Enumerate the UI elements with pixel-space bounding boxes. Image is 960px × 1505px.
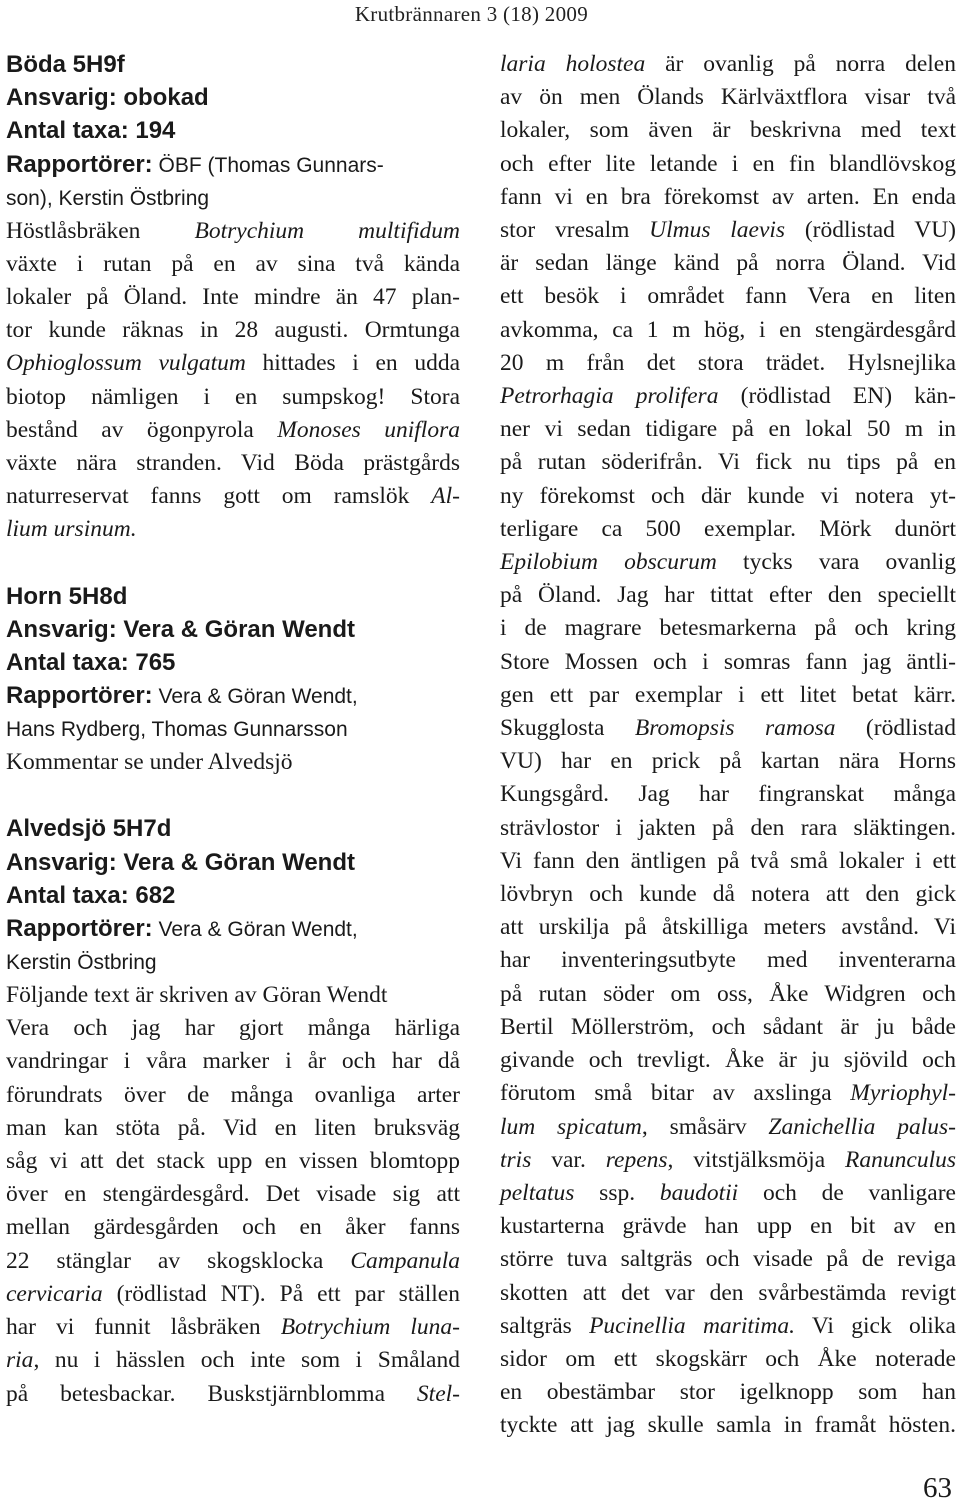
text-line: ny förekomst och där kunde vi notera yt- — [500, 482, 956, 509]
horn-ansvarig: Ansvarig: Vera & Göran Wendt — [6, 615, 355, 643]
text-line — [500, 1077, 956, 1110]
species-name: Stel- — [416, 1380, 460, 1407]
species-name: Ranunculus — [845, 1146, 956, 1173]
species-name: Petrorhagia prolifera — [500, 383, 719, 410]
text-line: Vi fann den äntligen på två små lokaler i ett — [500, 847, 956, 874]
text-line: avkomma, ca 1 m hög, i en stengärdesgård — [500, 316, 956, 343]
text-line: tor kunde räknas in 28 augusti. Ormtunga — [6, 317, 460, 344]
text-line: i de magrare betesmarkerna på och kring — [500, 615, 956, 642]
species-name: Campanula — [350, 1247, 460, 1274]
text-line — [500, 546, 956, 579]
text-line — [500, 380, 956, 413]
text-line: strävlostor i jakten på den rara släktingen. — [500, 814, 956, 841]
text-run: , vitstjälksmöja — [667, 1146, 846, 1173]
text-line — [6, 513, 460, 546]
section-gap — [6, 547, 460, 580]
text-run: på betesbackar. Buskstjärnblomma — [6, 1380, 417, 1407]
species-name: lium ursinum. — [6, 516, 137, 543]
text-run: Höstlåsbräken — [6, 217, 195, 244]
boda-rapportorer — [6, 148, 460, 182]
species-name: Botrychium multifidum — [194, 217, 461, 244]
text-run: (rödlistad VU) — [785, 217, 956, 244]
text-line: såg vi att det stack upp en vissen blomtopp — [6, 1148, 460, 1175]
species-name: baudotii — [659, 1179, 739, 1206]
text-line: på rutan söder om oss, Åke Widgren och — [500, 980, 956, 1007]
text-line: av ön men Ölands Kärlväxtflora visar två — [500, 84, 956, 111]
text-run: bestånd av ögonpyrola — [6, 416, 278, 443]
text-line: sidor om ett skogskärr och Åke noterade — [500, 1345, 956, 1372]
text-line: mellan gärdesgården och en åker fanns — [6, 1214, 460, 1241]
species-name: Ophioglossum vulgatum — [6, 350, 246, 377]
species-name: Ulmus laevis — [649, 217, 786, 244]
running-header: Krutbrännaren 3 (18) 2009 — [354, 2, 588, 26]
text-line — [500, 1177, 956, 1210]
text-line — [6, 1378, 460, 1411]
horn-rapportorer-cont: Hans Rydberg, Thomas Gunnarsson — [6, 718, 348, 742]
text-line: vandringar i våra marker i år och har då — [6, 1048, 460, 1075]
species-name: Epilobium obscurum — [500, 549, 717, 576]
text-run: var. — [531, 1146, 606, 1173]
text-line: har inventeringsutbyte med inventerarna — [500, 947, 956, 974]
alvedsjo-ansvarig: Ansvarig: Vera & Göran Wendt — [6, 848, 355, 876]
text-line: skotten att det var den svårbestämda revigt — [500, 1279, 956, 1306]
text-line: ett besök i området fann Vera en liten — [500, 283, 956, 310]
text-line — [500, 1111, 956, 1144]
horn-rapportorer — [6, 679, 460, 713]
alvedsjo-antal-taxa: Antal taxa: 682 — [6, 881, 176, 909]
text-line: över en stengärdesgård. Det visade sig att — [6, 1181, 460, 1208]
species-name: Pucinellia maritima. — [589, 1312, 795, 1339]
text-line: och efter lite letande i en fin blandlövskog — [500, 150, 956, 177]
boda-ansvarig: Ansvarig: obokad — [6, 84, 209, 112]
text-line: lövbryn och kunde då notera att den gick — [500, 881, 956, 908]
text-line — [500, 712, 956, 745]
text-run: , nu i hässlen och inte som i Småland — [33, 1347, 460, 1374]
text-run: (rödlistad EN) kän- — [718, 383, 956, 410]
alvedsjo-rapportorer — [6, 912, 460, 946]
text-line — [6, 347, 460, 380]
text-run: Skugglosta — [500, 715, 635, 742]
species-name: Bromopsis ramosa — [634, 715, 836, 742]
rapportorer-label: Rapportörer: — [6, 915, 153, 943]
text-line — [6, 1344, 460, 1377]
text-line: 20 m från det stora trädet. Hylsnejlika — [500, 349, 956, 376]
species-name: Al- — [431, 483, 460, 510]
text-run: 22 stänglar av skogsklocka — [6, 1247, 351, 1274]
text-line: växte i rutan på en av sina två kända — [6, 250, 460, 277]
section-gap — [6, 779, 460, 812]
text-line — [6, 1245, 460, 1278]
boda-rapportorer-cont: son), Kerstin Östbring — [6, 186, 210, 210]
text-run: naturreservat fanns gott om ramslök — [6, 483, 432, 510]
text-line: en obestämbar stor igelknopp som han — [500, 1379, 956, 1406]
species-name: Zanichellia palus- — [768, 1113, 956, 1140]
text-run: , småsärv — [641, 1113, 769, 1140]
text-line: förundrats över de många ovanliga arter — [6, 1081, 460, 1108]
text-line — [6, 480, 460, 513]
text-run: tycks vara ovanlig — [716, 549, 957, 576]
species-name: lum spicatum — [500, 1113, 642, 1140]
text-line: att urskilja på åtskilliga meters avstånd. Vi — [500, 914, 956, 941]
rapportorer-names: Vera & Göran Wendt, — [152, 685, 358, 709]
right-column — [500, 48, 956, 1443]
text-line: Store Mossen och i somras fann jag äntli- — [500, 648, 956, 675]
rapportorer-label: Rapportörer: — [6, 150, 153, 178]
alvedsjo-intro: Följande text är skriven av Göran Wendt — [6, 982, 388, 1009]
boda-antal-taxa: Antal taxa: 194 — [6, 117, 176, 145]
text-line — [500, 48, 956, 81]
text-run: är ovanlig på norra delen — [645, 51, 956, 77]
text-line: gen ett par exemplar i ett litet betat kärr. — [500, 681, 956, 708]
text-line: större tuva saltgräs och visade på de reviga — [500, 1246, 956, 1273]
text-run: stor vresalm — [500, 217, 650, 244]
species-name: peltatus — [500, 1179, 575, 1206]
text-line: är sedan länge känd på norra Öland. Vid — [500, 250, 956, 277]
section-title-boda: Böda 5H9f — [6, 51, 125, 78]
section-title-horn: Horn 5H8d — [6, 582, 128, 610]
text-run: Vi gick olika — [795, 1312, 956, 1339]
text-run: förutom små bitar av axslinga — [500, 1080, 851, 1107]
text-run: och de vanligare — [738, 1179, 956, 1206]
species-name: laria holostea — [500, 51, 646, 77]
species-name: tris — [500, 1146, 532, 1173]
text-line — [6, 1311, 460, 1344]
text-line: på rutan söderifrån. Vi fick nu tips på en — [500, 449, 956, 476]
text-run: saltgräs — [500, 1312, 590, 1339]
page-number: 63 — [923, 1472, 952, 1504]
text-line: lokaler, som även är beskrivna med text — [500, 117, 956, 144]
text-line: kustarterna grävde han upp en bit av en — [500, 1213, 956, 1240]
horn-kommentar: Kommentar se under Alvedsjö — [6, 749, 293, 776]
text-line — [500, 1144, 956, 1177]
text-line — [500, 1310, 956, 1343]
species-name: Botrychium luna- — [280, 1314, 460, 1341]
text-run: hittades i en udda — [245, 350, 461, 377]
rapportorer-label: Rapportörer: — [6, 682, 153, 710]
text-line: Kungsgård. Jag har fingranskat många — [500, 781, 956, 808]
text-line: givande och trevligt. Åke är ju sjövild och — [500, 1047, 956, 1074]
text-line: lokaler på Öland. Inte mindre än 47 plan- — [6, 284, 460, 311]
text-line: Bertil Möllerström, och sådant är ju både — [500, 1013, 956, 1040]
text-line: fann vi en bra förekomst av arten. En enda — [500, 183, 956, 210]
text-run: ssp. — [574, 1179, 660, 1206]
text-line: på Öland. Jag har tittat efter den speciellt — [500, 582, 956, 609]
text-run: har vi funnit låsbräken — [6, 1314, 281, 1341]
text-line: Vera och jag har gjort många härliga — [6, 1015, 460, 1042]
section-title-alvedsjo: Alvedsjö 5H7d — [6, 815, 172, 843]
rapportorer-names: Vera & Göran Wendt, — [152, 918, 358, 942]
left-column — [6, 48, 460, 1411]
rapportorer-names: ÖBF (Thomas Gunnars- — [152, 153, 384, 177]
text-run: (rödlistad NT). På ett par ställen — [102, 1280, 460, 1307]
text-line — [6, 215, 460, 248]
text-line: växte nära stranden. Vid Böda prästgårds — [6, 450, 460, 477]
species-name: Monoses uniflora — [277, 416, 460, 443]
text-line: tyckte att jag skulle samla in framåt hösten. — [500, 1412, 956, 1439]
text-line: man kan stöta på. Vid en liten bruksväg — [6, 1114, 460, 1141]
text-run: (rödlistad — [835, 715, 956, 742]
text-line — [500, 214, 956, 247]
species-name: repens — [605, 1146, 668, 1173]
species-name: cervicaria — [6, 1280, 103, 1307]
alvedsjo-rapportorer-cont: Kerstin Östbring — [6, 951, 157, 975]
text-line: terligare ca 500 exemplar. Mörk dunört — [500, 515, 956, 542]
horn-antal-taxa: Antal taxa: 765 — [6, 649, 176, 677]
text-line — [6, 414, 460, 447]
text-line: VU) har en prick på kartan nära Horns — [500, 748, 956, 775]
text-line: ner vi sedan tidigare på en lokal 50 m in — [500, 416, 956, 443]
species-name: ria — [6, 1347, 34, 1374]
species-name: Myriophyl- — [850, 1080, 956, 1107]
text-line — [6, 1278, 460, 1311]
text-line: biotop nämligen i en sumpskog! Stora — [6, 383, 460, 410]
